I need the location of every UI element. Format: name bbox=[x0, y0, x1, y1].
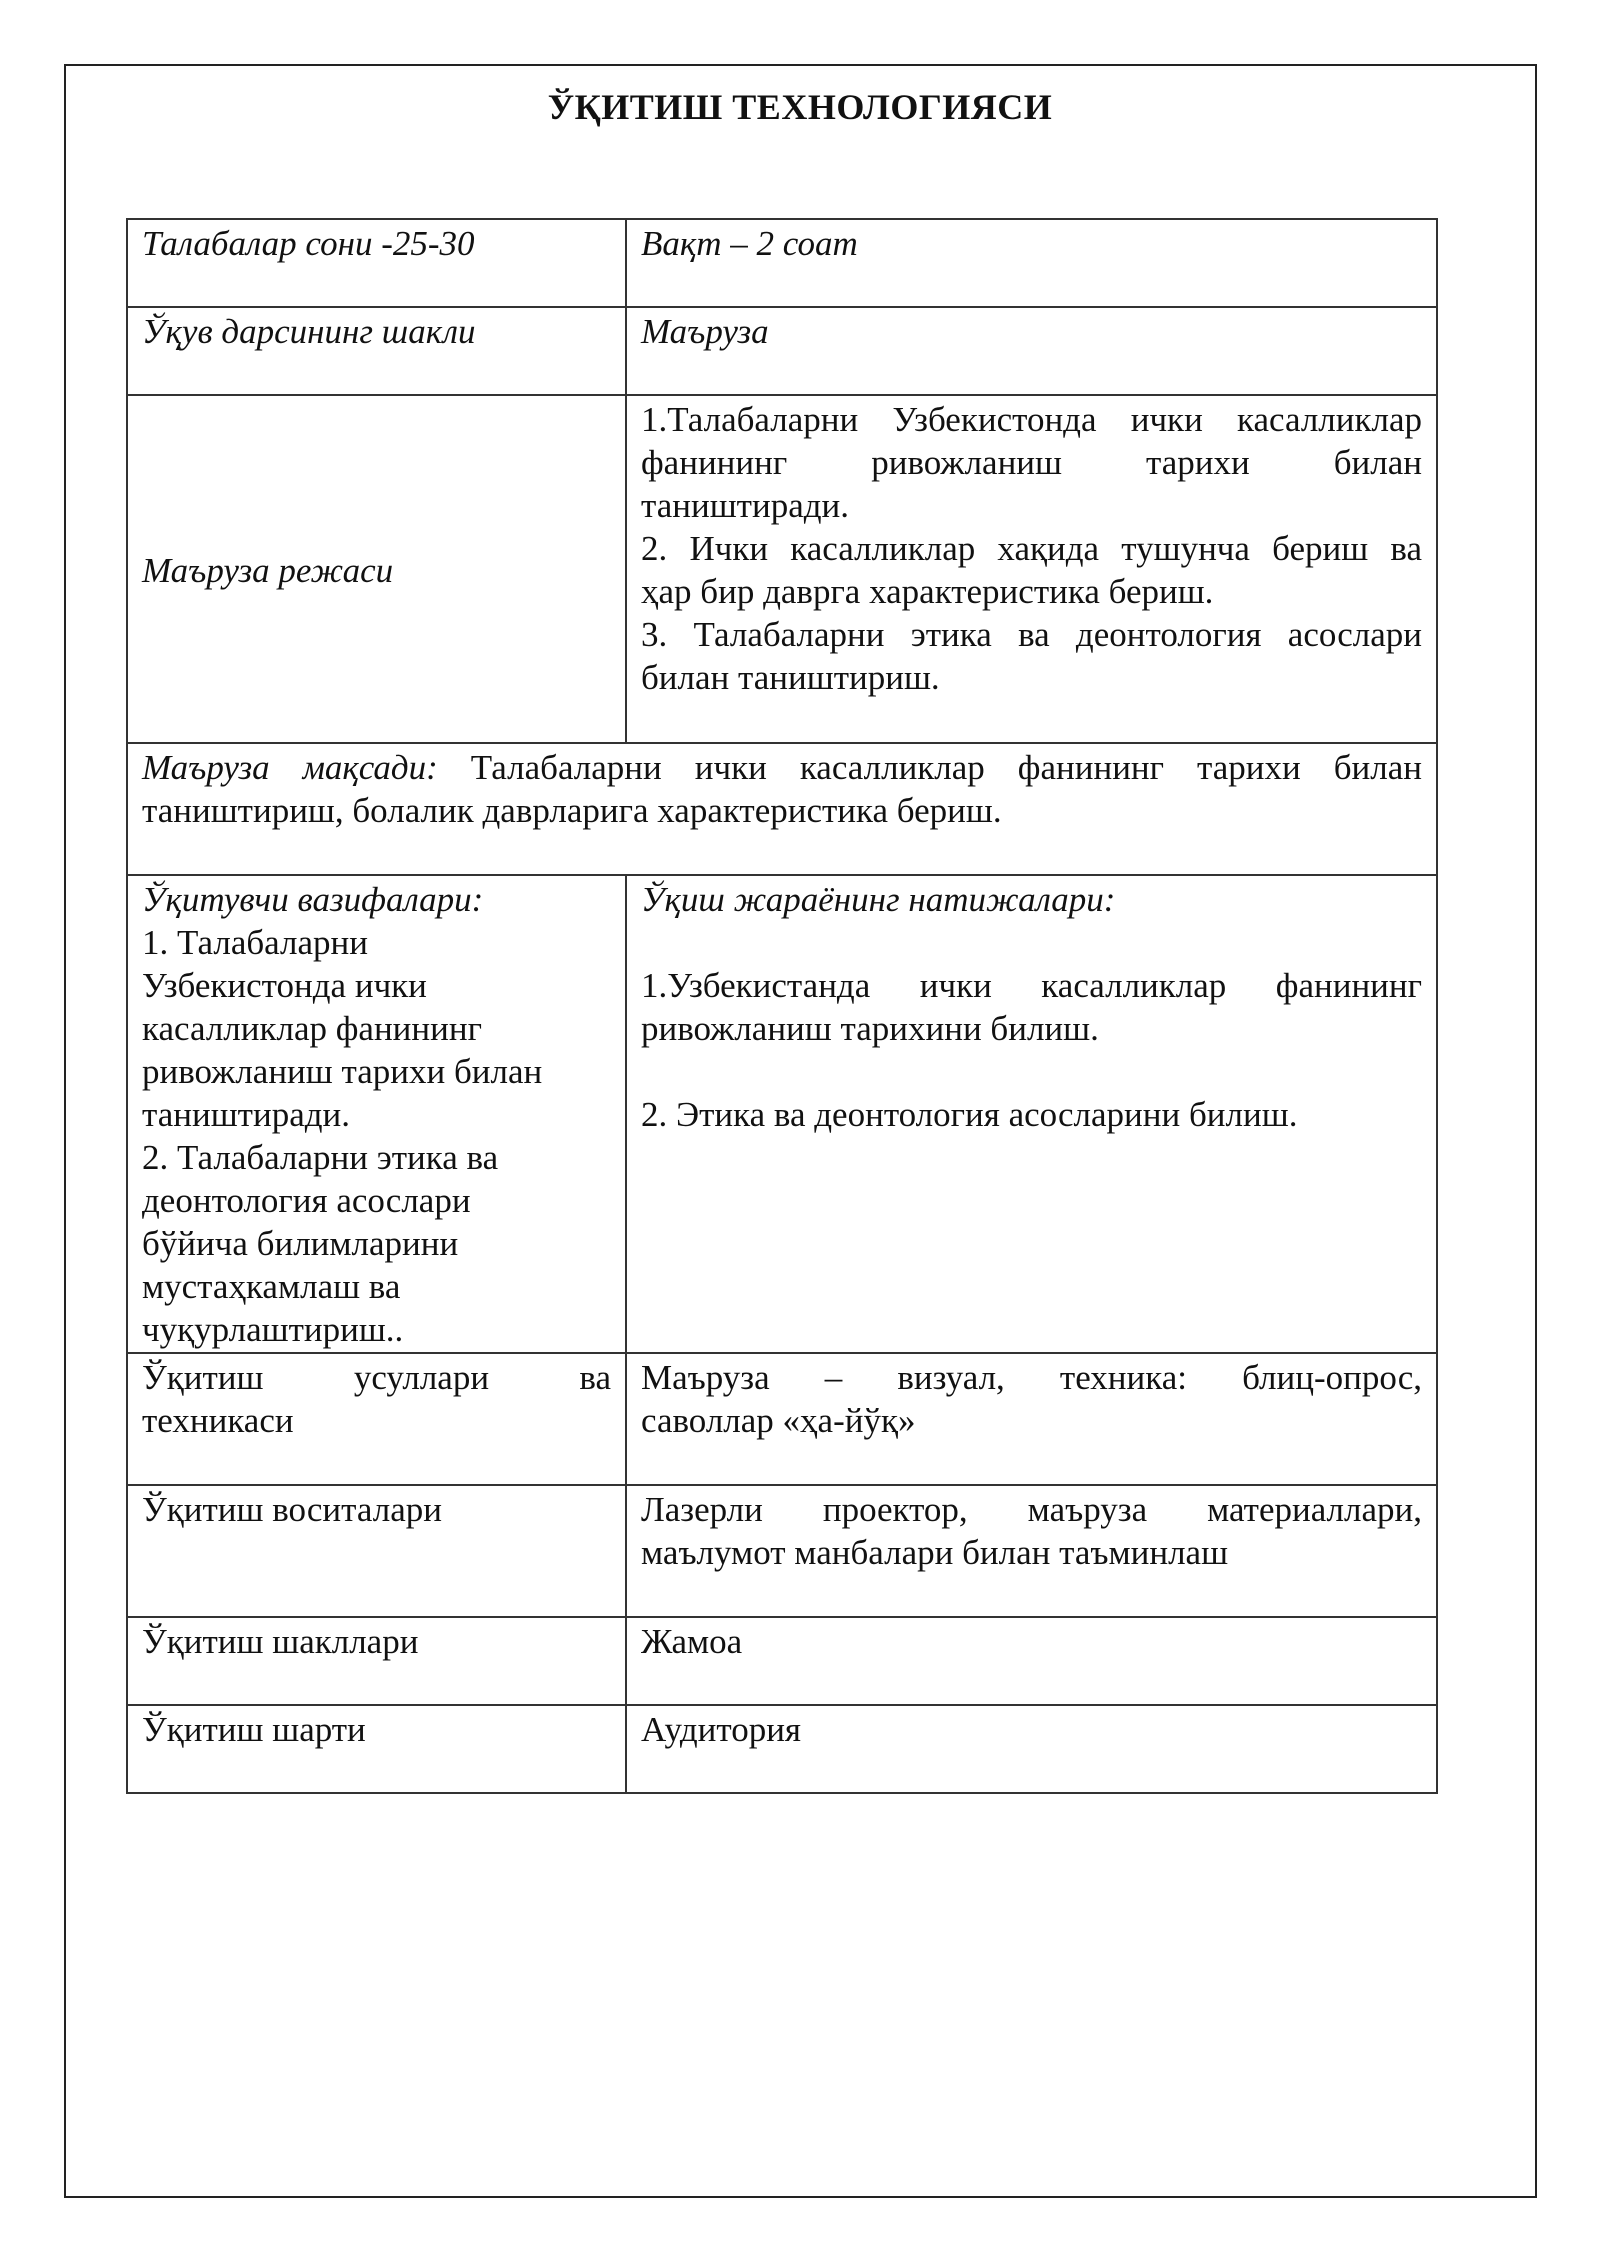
tools-value-line: маълумот манбалари билан таъминлаш bbox=[641, 1533, 1229, 1572]
result-line: 1.Узбекистанда ички касалликлар фанининг bbox=[641, 966, 1422, 1005]
teacher-tasks-label: Ўқитувчи вазифалари: bbox=[142, 880, 484, 919]
lesson-form-label: Ўқув дарсининг шакли bbox=[127, 307, 626, 395]
students-count-cell: Талабалар сони -25-30 bbox=[127, 219, 626, 307]
task-line: бўйича билимларини bbox=[142, 1224, 459, 1263]
methods-value-line: Маъруза – визуал, техника: блиц-опрос, bbox=[641, 1358, 1422, 1397]
spacer bbox=[641, 1050, 1422, 1093]
teaching-forms-value: Жамоа bbox=[626, 1617, 1437, 1705]
learning-results-cell bbox=[626, 875, 1437, 1353]
task-line: таништиради. bbox=[142, 1095, 351, 1134]
teaching-forms-label: Ўқитиш шакллари bbox=[127, 1617, 626, 1705]
plan-line: билан таништириш. bbox=[641, 658, 940, 697]
teacher-tasks-cell bbox=[127, 875, 626, 1353]
learning-results-label: Ўқиш жараёнинг натижалари: bbox=[641, 880, 1116, 919]
plan-line: 1.Талабаларни Узбекистонда ички касалликлар bbox=[641, 400, 1422, 439]
task-line: 1. Талабаларни bbox=[142, 923, 368, 962]
result-line: ривожланиш тарихини билиш. bbox=[641, 1009, 1099, 1048]
task-line: касалликлар фанининг bbox=[142, 1009, 482, 1048]
task-line: мустаҳкамлаш ва bbox=[142, 1267, 401, 1306]
lecture-goal-cell bbox=[127, 743, 1437, 875]
teaching-methods-value-cell bbox=[626, 1353, 1437, 1485]
plan-line: 3. Талабаларни этика ва деонтология асослари bbox=[641, 615, 1422, 654]
task-line: ривожланиш тарихи билан bbox=[142, 1052, 543, 1091]
lecture-plan-content bbox=[626, 395, 1437, 743]
technology-table bbox=[126, 218, 1438, 1794]
plan-line: 2. Ички касалликлар хақида тушунча бериш ва bbox=[641, 529, 1422, 568]
plan-line: таништиради. bbox=[641, 486, 850, 525]
lecture-goal-text: Талабаларни ички касалликлар фанининг тарихи билан bbox=[470, 748, 1423, 787]
methods-label-line: техникаси bbox=[142, 1401, 294, 1440]
methods-label-line: Ўқитиш усуллари ва bbox=[142, 1358, 611, 1397]
table-row-students bbox=[127, 219, 1437, 307]
teaching-tools-label: Ўқитиш воситалари bbox=[127, 1485, 626, 1617]
lecture-goal-label: Маъруза мақсади: bbox=[142, 748, 438, 787]
tools-value-line: Лазерли проектор, маъруза материаллари, bbox=[641, 1490, 1422, 1529]
goal-line bbox=[142, 746, 1422, 789]
task-line: деонтология асослари bbox=[142, 1181, 471, 1220]
goal-line: таништириш, болалик даврларига характеристика бериш. bbox=[142, 791, 1002, 830]
duration-cell: Вақт – 2 соат bbox=[626, 219, 1437, 307]
plan-line: фанининг ривожланиш тарихи билан bbox=[641, 443, 1422, 482]
teaching-condition-value: Аудитория bbox=[626, 1705, 1437, 1793]
lesson-form-value: Маъруза bbox=[626, 307, 1437, 395]
table-row-tools bbox=[127, 1485, 1437, 1617]
table-row-plan bbox=[127, 395, 1437, 743]
lecture-plan-label: Маъруза режаси bbox=[127, 395, 626, 743]
result-line: 2. Этика ва деонтология асосларини билиш. bbox=[641, 1095, 1298, 1134]
teaching-tools-value-cell bbox=[626, 1485, 1437, 1617]
document-title: ЎҚИТИШ ТЕХНОЛОГИЯСИ bbox=[547, 87, 1053, 127]
task-line: Узбекистонда ички bbox=[142, 966, 427, 1005]
teaching-condition-label: Ўқитиш шарти bbox=[127, 1705, 626, 1793]
plan-line: ҳар бир даврга характеристика бериш. bbox=[641, 572, 1214, 611]
task-line: чуқурлаштириш.. bbox=[142, 1310, 404, 1349]
table-row-form bbox=[127, 307, 1437, 395]
task-line: 2. Талабаларни этика ва bbox=[142, 1138, 499, 1177]
table-row-methods bbox=[127, 1353, 1437, 1485]
spacer bbox=[641, 921, 1422, 964]
table-row-forms bbox=[127, 1617, 1437, 1705]
table-row-condition bbox=[127, 1705, 1437, 1793]
teaching-methods-label-cell bbox=[127, 1353, 626, 1485]
table-row-goal bbox=[127, 743, 1437, 875]
table-row-tasks bbox=[127, 875, 1437, 1353]
methods-value-line: саволлар «ҳа-йўқ» bbox=[641, 1401, 916, 1440]
